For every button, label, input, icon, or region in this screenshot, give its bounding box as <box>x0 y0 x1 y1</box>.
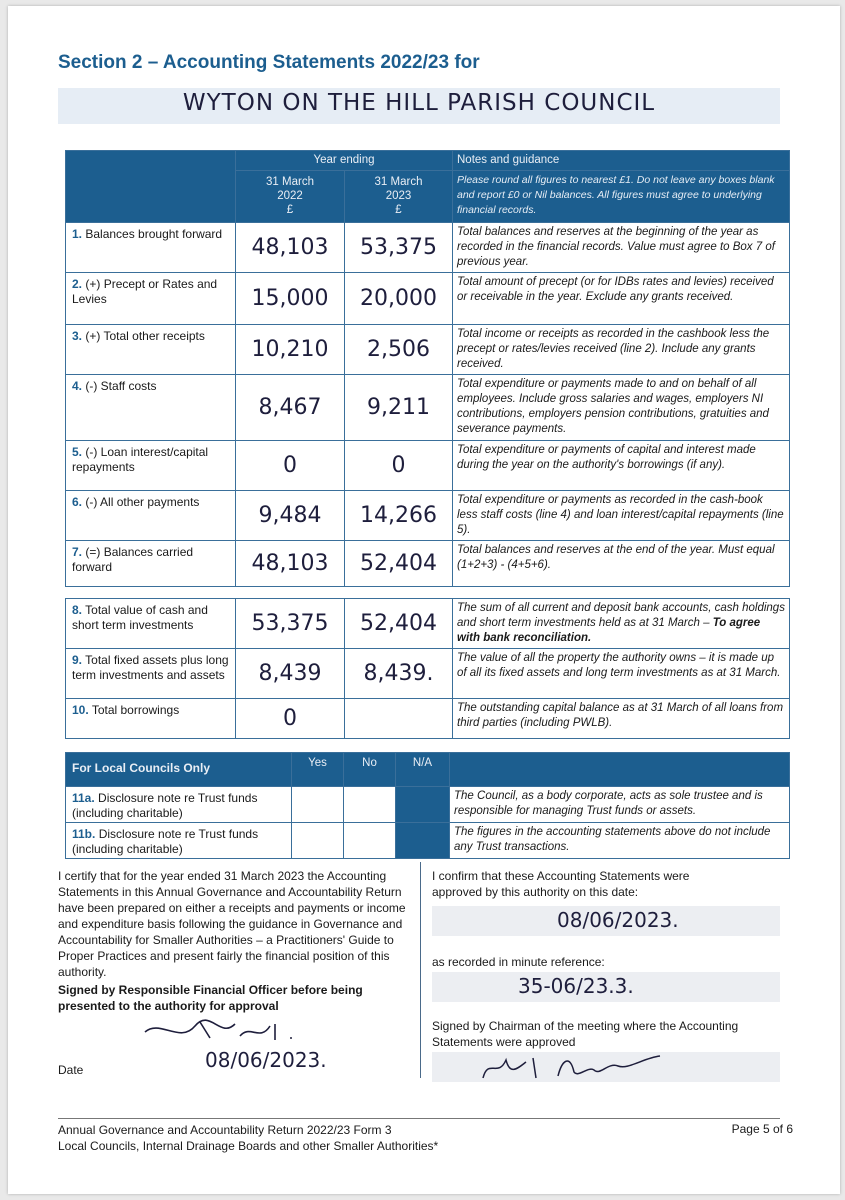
trust-row-label <box>66 823 292 859</box>
row-label <box>66 599 236 649</box>
row-note <box>453 441 790 491</box>
row-label <box>66 223 236 273</box>
trust-row-label-text: Disclosure note re Trust funds (including charitable) <box>72 791 258 820</box>
trust-yes-box[interactable] <box>292 787 344 823</box>
row-note-text: Total balances and reserves at the end of the year. Must equal (1+2+3) - (4+5+6). <box>457 544 775 571</box>
rfo-signed-by: Signed by Responsible Financial Officer before being presented to the authority for approval <box>58 983 363 1013</box>
trust-na-box[interactable] <box>396 787 450 823</box>
row-label <box>66 325 236 375</box>
row-note <box>453 491 790 541</box>
footer-text <box>58 1122 438 1154</box>
row-number: 1. <box>72 227 83 241</box>
statement-row <box>66 491 790 541</box>
value-2023: 9,211 <box>345 375 453 441</box>
accounting-statements-table <box>65 150 790 587</box>
trust-row-label-text: Disclosure note re Trust funds (including charitable) <box>72 827 259 856</box>
value-2023: 53,375 <box>345 223 453 273</box>
trust-header-blank <box>450 753 790 787</box>
signature-divider <box>420 862 421 1078</box>
chairman-signature <box>478 1048 668 1084</box>
col-2022-line2: 2022 <box>277 190 303 202</box>
row-number: 4. <box>72 379 83 393</box>
col-2023-line1: 31 March <box>374 176 423 188</box>
trust-na-box[interactable] <box>396 823 450 859</box>
value-2023: 2,506 <box>345 325 453 375</box>
row-label-text: (-) Staff costs <box>85 379 157 393</box>
statement-row <box>66 375 790 441</box>
row-label <box>66 273 236 325</box>
row-label <box>66 699 236 739</box>
row-label-text: Total value of cash and short term investments <box>72 603 208 632</box>
trust-na-header: N/A <box>396 753 450 787</box>
trust-row-note: The figures in the accounting statements above do not include any Trust transactions. <box>450 823 790 859</box>
statement-row <box>66 223 790 273</box>
section-title: Section 2 – Accounting Statements 2022/23 for <box>58 52 480 73</box>
minute-ref-value: 35-06/23.3. <box>518 974 634 998</box>
col-2022-line3: £ <box>286 204 294 216</box>
col-2022-line1: 31 March <box>266 176 314 188</box>
row-label <box>66 541 236 587</box>
notes-guidance-header: Notes and guidance <box>453 151 790 171</box>
row-note-text: Total expenditure or payments made to and on behalf of all employees. Include gross salaries and wages, employers NI contributions, employers pension contributions, gratuities and severance payments. <box>457 378 769 435</box>
col-2022-header <box>236 171 345 223</box>
rfo-date-label: Date <box>58 1063 84 1077</box>
value-2023: 52,404 <box>345 541 453 587</box>
value-2022: 15,000 <box>236 273 345 325</box>
value-2022: 0 <box>236 699 345 739</box>
value-2023: 14,266 <box>345 491 453 541</box>
trust-table <box>65 752 790 859</box>
row-number: 8. <box>72 603 83 617</box>
trust-row-number: 11b. <box>72 827 96 841</box>
row-number: 3. <box>72 329 83 343</box>
row-label-text: (+) Precept or Rates and Levies <box>72 277 218 306</box>
row-label-text: (+) Total other receipts <box>85 329 205 343</box>
trust-no-box[interactable] <box>344 823 396 859</box>
rfo-certification: I certify that for the year ended 31 March 2023 the Accounting Statements in this Annual Governance and Accountability Return have been prepared on either a receipts and payments or income and expenditure basis following the guidance in Governance and Accountability for Smaller Authorities – a Practitioners' Guide to Proper Practices and present fairly the financial position of this authority. <box>58 869 406 979</box>
row-note-bold: To agree with bank reconciliation. <box>457 617 761 644</box>
assets-table <box>65 598 790 739</box>
trust-row <box>66 823 790 859</box>
value-2022: 48,103 <box>236 541 345 587</box>
trust-header: For Local Councils Only <box>66 753 292 787</box>
row-note <box>453 699 790 739</box>
rfo-date-value: 08/06/2023. <box>205 1048 327 1072</box>
row-note <box>453 325 790 375</box>
trust-yes-box[interactable] <box>292 823 344 859</box>
page-number: Page 5 of 6 <box>731 1122 793 1136</box>
trust-no-header: No <box>344 753 396 787</box>
value-2022: 8,439 <box>236 649 345 699</box>
value-2023: 8,439. <box>345 649 453 699</box>
guidance-text: Please round all figures to nearest £1. Do not leave any boxes blank and report £0 or Nil balances. All figures must agree to underlying financial records. <box>453 171 790 223</box>
row-note <box>453 599 790 649</box>
trust-row-label <box>66 787 292 823</box>
trust-row <box>66 787 790 823</box>
row-note <box>453 273 790 325</box>
col-2023-header <box>345 171 453 223</box>
col-2023-line3: £ <box>395 204 402 216</box>
col-2023-line2: 2023 <box>385 190 412 202</box>
row-note <box>453 375 790 441</box>
row-note-text: Total expenditure or payments as recorded in the cash-book less staff costs (line 4) and loan interest/capital repayments (line 5). <box>457 494 784 536</box>
rfo-signature <box>140 1014 310 1044</box>
statement-row <box>66 599 790 649</box>
council-name: WYTON ON THE HILL PARISH COUNCIL <box>182 90 656 116</box>
statement-row <box>66 699 790 739</box>
row-note-text: The value of all the property the authority owns – it is made up of all its fixed assets and long term investments as at 31 March. <box>457 652 781 679</box>
row-note-text: Total balances and reserves at the beginning of the year as recorded in the financial records. Value must agree to Box 7 of previous year. <box>457 226 775 268</box>
trust-no-box[interactable] <box>344 787 396 823</box>
year-ending-header: Year ending <box>236 151 453 171</box>
row-number: 2. <box>72 277 83 291</box>
row-label <box>66 491 236 541</box>
row-label-text: (-) Loan interest/capital repayments <box>72 445 209 474</box>
row-label-text: (-) All other payments <box>85 495 200 509</box>
statement-row <box>66 441 790 491</box>
chairman-label: Signed by Chairman of the meeting where the Accounting Statements were approved <box>432 1019 739 1049</box>
row-note-text: Total income or receipts as recorded in the cashbook less the precept or rates/levies received (line 2). Include any grants received. <box>457 328 770 370</box>
value-2023: 52,404 <box>345 599 453 649</box>
trust-row-number: 11a. <box>72 791 95 805</box>
value-2022: 0 <box>236 441 345 491</box>
row-label-text: (=) Balances carried forward <box>72 545 194 574</box>
footer-line2: Local Councils, Internal Drainage Boards and other Smaller Authorities* <box>58 1139 439 1153</box>
row-note <box>453 541 790 587</box>
row-number: 7. <box>72 545 83 559</box>
row-label <box>66 649 236 699</box>
trust-yes-header: Yes <box>292 753 344 787</box>
row-number: 10. <box>72 703 89 717</box>
statement-row <box>66 541 790 587</box>
row-note-text: Total expenditure or payments of capital and interest made during the year on the authority's borrowings (if any). <box>457 444 756 471</box>
value-2022: 48,103 <box>236 223 345 273</box>
row-number: 9. <box>72 653 83 667</box>
value-2023 <box>345 699 453 739</box>
row-note <box>453 223 790 273</box>
row-label-text: Total borrowings <box>91 703 180 717</box>
row-note-text: The outstanding capital balance as at 31 March of all loans from third parties (including PWLB). <box>457 702 784 729</box>
footer-line1: Annual Governance and Accountability Return 2022/23 Form 3 <box>58 1123 392 1137</box>
row-number: 5. <box>72 445 83 459</box>
statement-row <box>66 273 790 325</box>
row-label-text: Total fixed assets plus long term investments and assets <box>72 653 229 682</box>
row-note-text: Total amount of precept (or for IDBs rates and levies) received or receivable in the year. Exclude any grants received. <box>457 276 774 303</box>
header-blank <box>66 151 236 223</box>
row-label-text: Balances brought forward <box>85 227 223 241</box>
value-2022: 9,484 <box>236 491 345 541</box>
footer-rule <box>58 1118 780 1119</box>
row-label <box>66 375 236 441</box>
minute-ref-label: as recorded in minute reference: <box>432 955 605 969</box>
value-2022: 8,467 <box>236 375 345 441</box>
row-note-text: The sum of all current and deposit bank accounts, cash holdings and short term investments held as at 31 March – <box>457 602 785 629</box>
value-2022: 53,375 <box>236 599 345 649</box>
value-2023: 0 <box>345 441 453 491</box>
row-label <box>66 441 236 491</box>
statement-row <box>66 649 790 699</box>
value-2022: 10,210 <box>236 325 345 375</box>
trust-row-note: The Council, as a body corporate, acts as sole trustee and is responsible for managing Trust funds or assets. <box>450 787 790 823</box>
value-2023: 20,000 <box>345 273 453 325</box>
row-number: 6. <box>72 495 83 509</box>
row-note <box>453 649 790 699</box>
confirm-text: I confirm that these Accounting Statements were approved by this authority on this date: <box>432 869 690 899</box>
statement-row <box>66 325 790 375</box>
approved-date-value: 08/06/2023. <box>557 908 679 932</box>
